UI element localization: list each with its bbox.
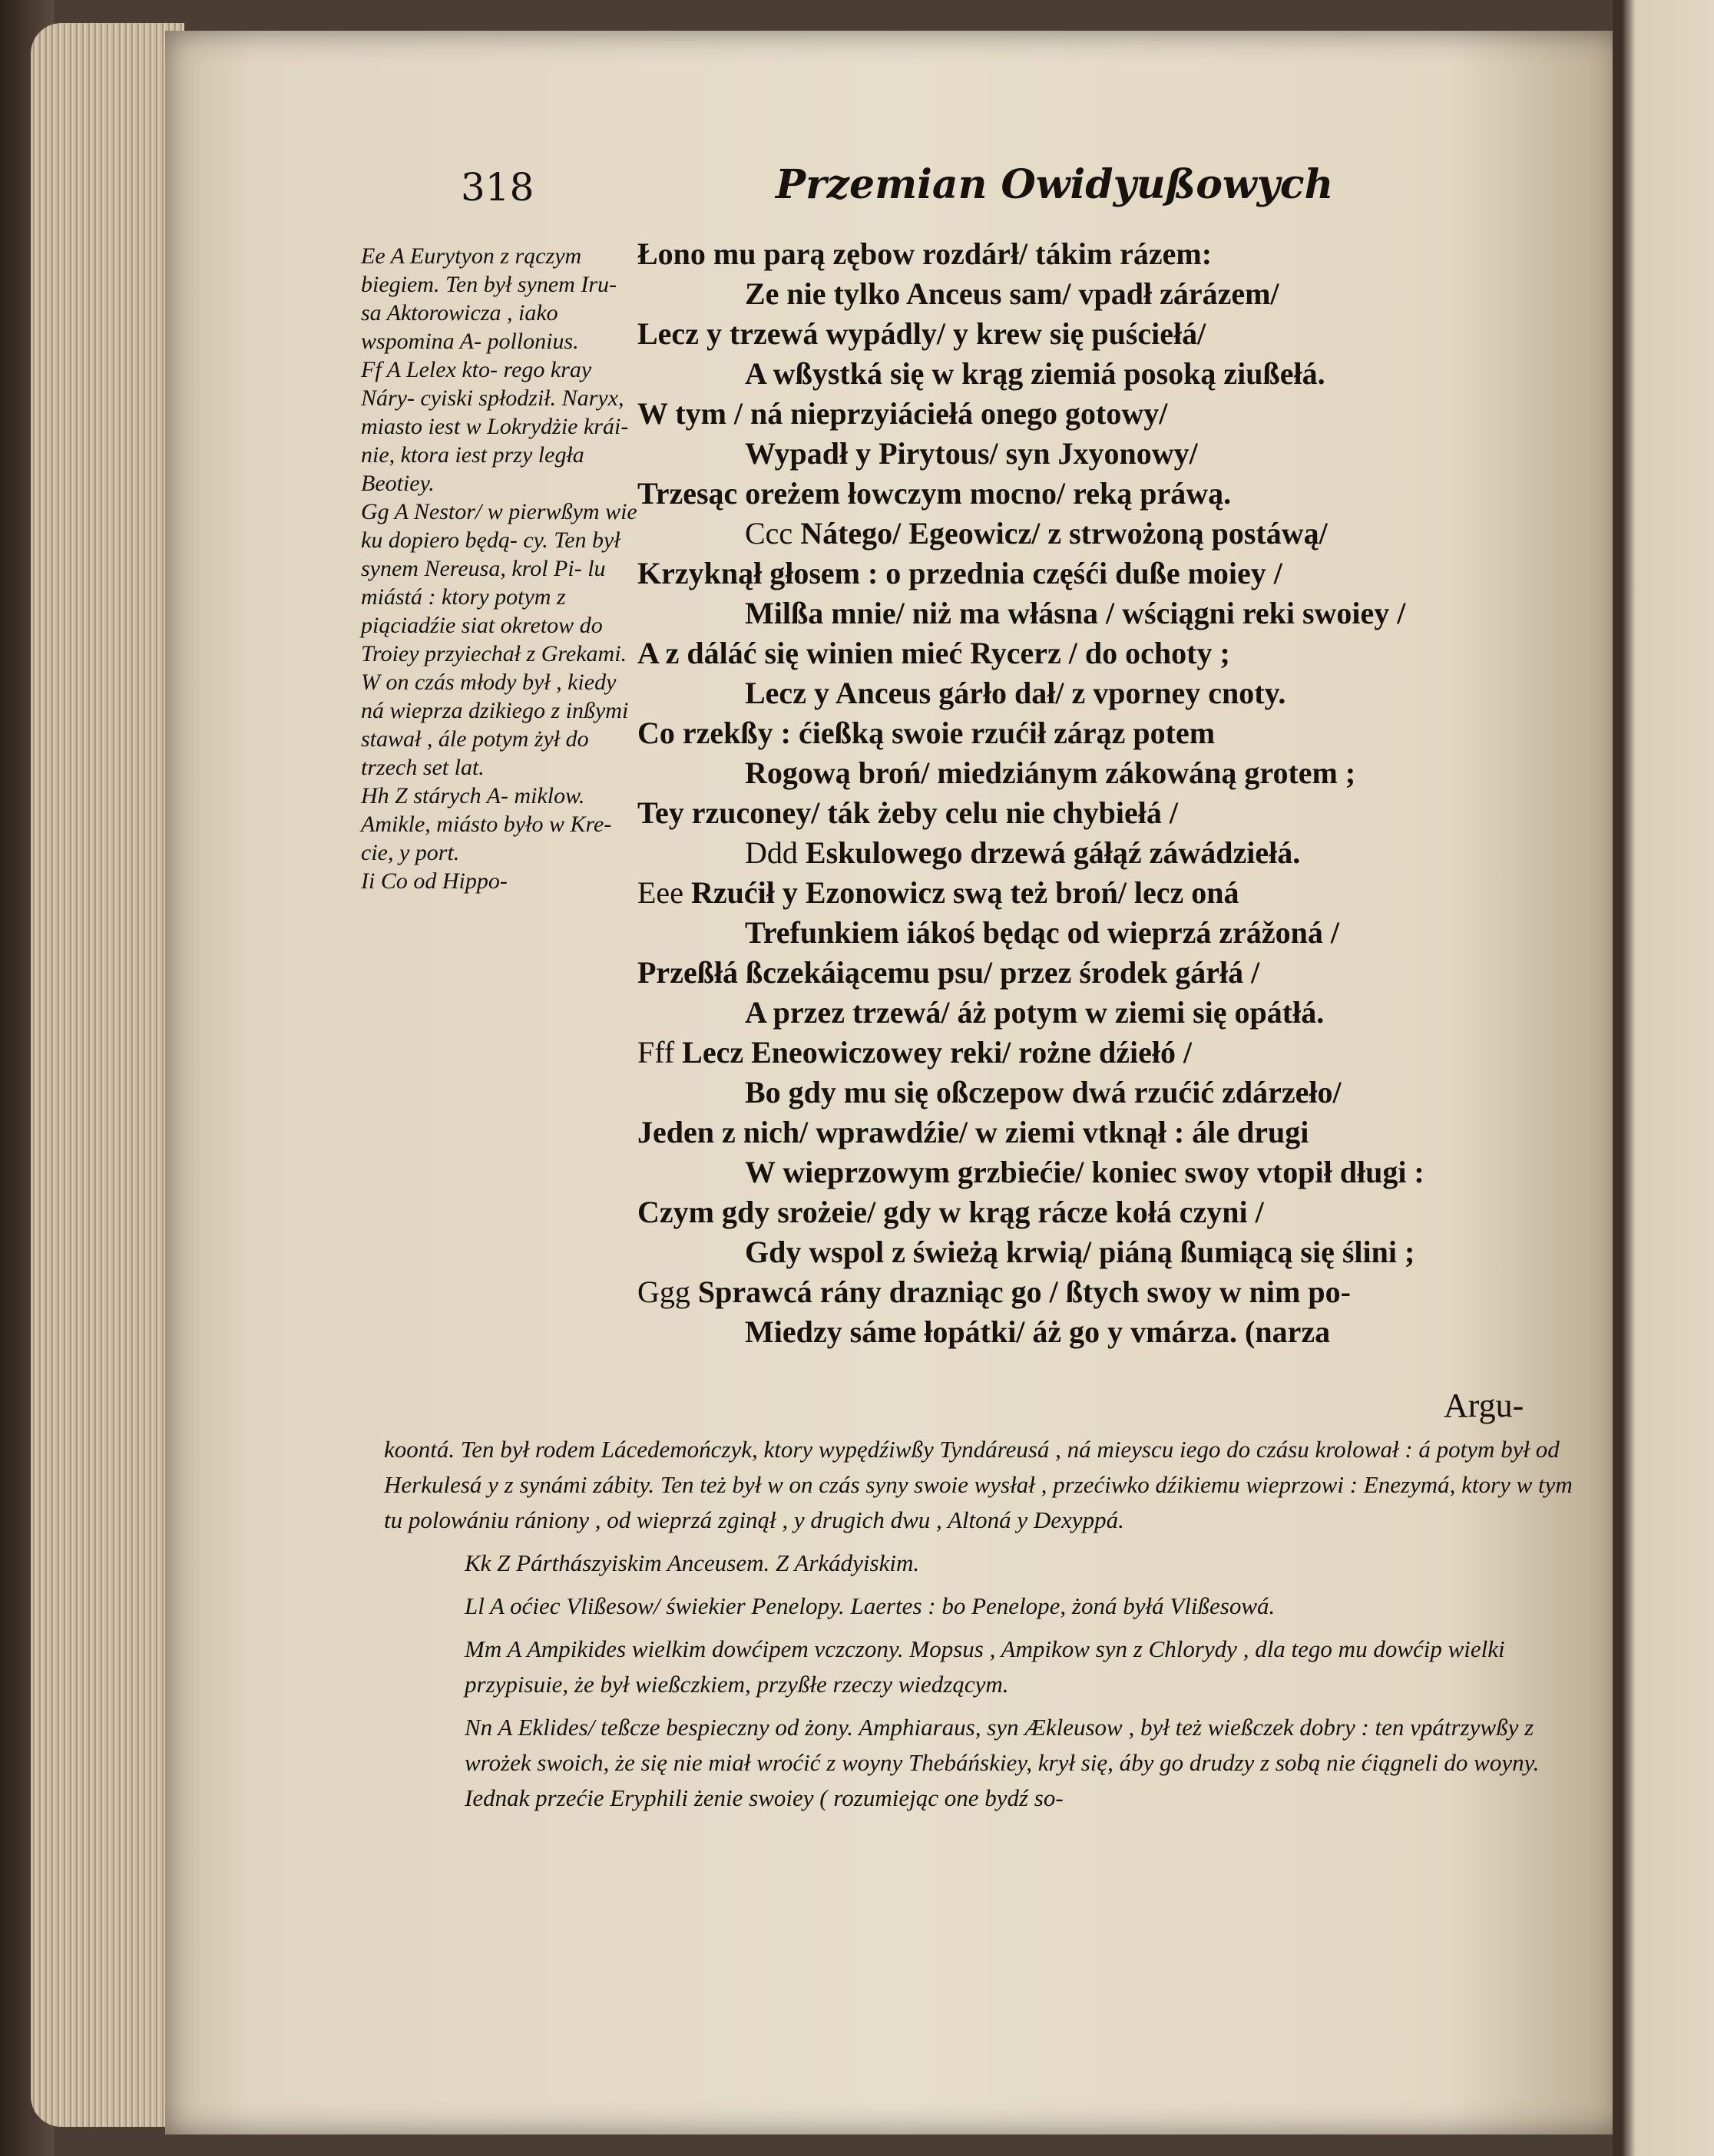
margin-note-ii: Ii Co od Hippo- [361,868,508,894]
verse-line: Miedzy sáme łopátki/ áż go y vmárza. (narza [745,1314,1331,1349]
verse-text: Nátego/ Egeowicz/ z strwożoną postáwą/ [800,516,1328,551]
verse-line: Tey rzuconey/ ták żeby celu nie chybiełá / [637,795,1179,830]
verse-line: W wieprzowym grzbiećie/ koniec swoy vtopił długi : [745,1155,1424,1189]
line-marker: Ggg [637,1275,690,1309]
page-number: 318 [461,165,534,210]
verse-line: Wypadł y Pirytous/ syn Jxyonowy/ [745,436,1198,471]
catchword: Argu- [1444,1387,1524,1424]
note-ll: Ll A oćiec Vlißesow/ świekier Penelopy. Laertes : bo Penelope, żoná byłá Vlißesowá. [465,1592,1276,1619]
verse-line: Rogową broń/ miedziánym zákowáną grotem ; [745,756,1356,790]
verse-line: Gdy wspol z świeżą krwią/ piáną ßumiącą się ślini ; [745,1235,1415,1269]
verse-line: Jeden z nich/ wprawdźie/ w ziemi vtknął : ále drugi [637,1115,1309,1149]
note-kk: Kk Z Párthászyiskim Anceusem. Z Arkádyiskim. [465,1549,920,1576]
line-marker: Ccc [745,516,793,551]
verse-line: Lecz y trzewá wypádly/ y krew się puściełá/ [637,316,1206,351]
verse-line: A z dáláć się winien mieć Rycerz / do ochoty ; [637,636,1230,670]
verse-line: Krzyknął głosem : o przednia częśći duße moiey / [637,556,1282,590]
verse-line: A przez trzewá/ áż potym w ziemi się opátłá. [745,995,1325,1030]
verse-line-marked [637,833,1590,873]
verse-line: Milßa mnie/ niż ma włásna / wściągni reki swoiey / [745,596,1406,630]
verse-line-marked [637,873,1590,913]
running-title: Przemian Owidyußowych [776,161,1334,208]
verse-text: Sprawcá rány drazniąc go / ßtych swoy w nim po- [697,1275,1351,1309]
verse-line: Bo gdy mu się oßczepow dwá rzućić zdárzeło/ [745,1075,1342,1109]
verse-line: Trzesąc oreżem łowczym mocno/ reką práwą. [637,476,1232,511]
margin-note-hh: Hh Z stárych A- miklow. Amikle, miásto było w Kre- cie, y port. [361,783,612,865]
verse-line: Przeßłá ßczekáiącemu psu/ przez środek gárłá / [637,955,1260,990]
margin-note-ee: Ee A Eurytyon z rączym biegiem. Ten był synem Iru- sa Aktorowicza , iako wspomina A- pollonius. [361,243,617,354]
facing-page-edge [1613,0,1714,2156]
verse-line: Co rzekßy : ćießką swoie rzućił zárąz potem [637,716,1216,750]
verse-line: Czym gdy srożeie/ gdy w krąg rácze kołá czyni / [637,1195,1264,1229]
verse-line: Łono mu parą zębow rozdárł/ tákim rázem: [637,236,1213,271]
verse-line-marked [637,514,1590,554]
verse-line-marked [637,1033,1590,1073]
margin-note-ff: Ff A Lelex kto- rego kray Náry- cyiski spłodził. Naryx, miasto iest w Lokrydżie krái- nie, ktora iest przy legła Beotiey. [361,357,629,496]
line-marker: Eee [637,875,683,910]
verse-text: Lecz Eneowiczowey reki/ rożne dźiełó / [682,1035,1193,1070]
margin-note-gg: Gg A Nestor/ w pierwßym wie ku dopiero będą- cy. Ten był synem Nereusa, krol Pi- lu miástá : ktory potym z piąciadźie siat okretow do Troiey przyiechał z Grekami. W on czás młody był , kiedy ná wieprza dzikiego z inßymi stawał , ále potym żył do trzech set lat. [361,499,637,780]
verse-line: W tym / ná nieprzyiáciełá onego gotowy/ [637,396,1168,431]
note-mm: Mm A Ampikides wielkim dowćipem vczczony. Mopsus , Ampikow syn z Chlorydy , dla tego mu dowćip wielki przypisuie, że był wießczkiem, przyßłe rzeczy wiedzącym. [465,1635,1505,1698]
verse-line: A wßystká się w krąg ziemiá posoką ziußełá. [745,356,1325,391]
verse-text: Eskulowego drzewá gáłąź záwádziełá. [805,835,1301,870]
line-marker: Ddd [745,835,798,870]
line-marker: Fff [637,1035,675,1070]
margin-notes [361,242,637,895]
verse-line: Lecz y Anceus gárło dał/ z vporney cnoty. [745,676,1286,710]
page-edges [31,23,184,2127]
bottom-notes [384,1432,1582,1824]
verse-line-marked [637,1272,1590,1312]
verse-block [637,234,1590,1352]
verse-line: Ze nie tylko Anceus sam/ vpadł zárázem/ [745,276,1279,311]
verse-line: Trefunkiem iákoś będąc od wieprzá zrážoná / [745,915,1340,950]
note-ii-continued: koontá. Ten był rodem Lácedemończyk, ktory wypędźiwßy Tyndáreusá , ná mieyscu iego do czásu krolował : á potym był od Herkulesá y z synámi zábity. Ten też był w on czás syny swoie wysłał , przećiwko dźikiemu wieprzowi : Enezymá, ktory w tym tu polowániu rániony , od wieprzá zginął , y drugich dwu , Altoná y Dexyppá. [384,1436,1573,1533]
note-nn: Nn A Eklides/ teßcze bespieczny od żony. Amphiaraus, syn Ækleusow , był też wießczek dobry : ten vpátrzywßy z wrożek swoich, że się nie miał wroćić z woyny Thebáńskiey, krył się, áby go drudzy z sobą nie ćiągneli do woyny. Iednak przećie Eryphili żenie swoiey ( rozumiejąc one bydź so- [465,1714,1540,1811]
verse-text: Rzućił y Ezonowicz swą też broń/ lecz oná [690,875,1239,910]
